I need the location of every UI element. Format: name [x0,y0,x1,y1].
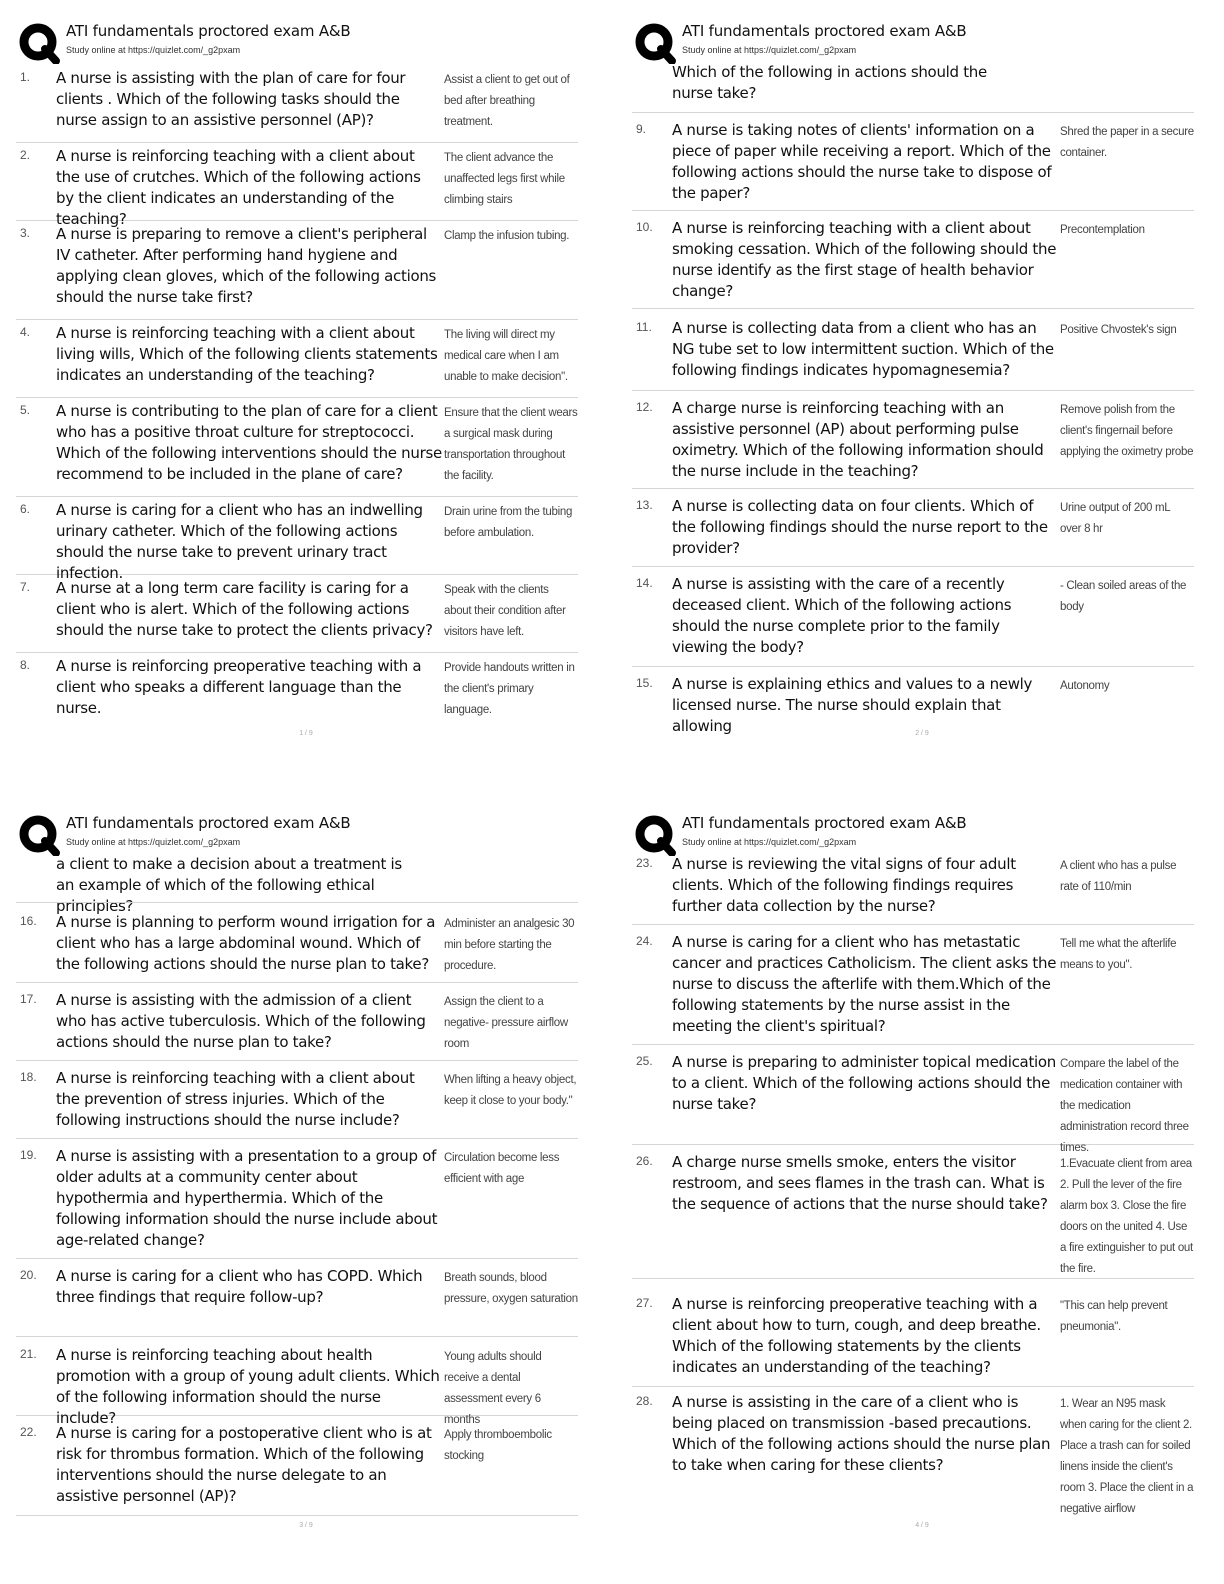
question-number: 24. [636,934,653,948]
question-text: A nurse is reviewing the vital signs of four adult clients. Which of the following findings requires further data collection by the nurse? [672,855,1016,915]
answer-text: Autonomy [1060,680,1110,692]
question-item [632,1294,1194,1387]
question-item [632,574,1194,667]
answer-text: Speak with the clients about their condition after visitors have left. [444,584,566,638]
document-subtitle: Study online at https://quizlet.com/_g2pxam [66,837,241,847]
question-text: A nurse is preparing to remove a client's peripheral IV catheter. After performing hand hygiene and applying clean gloves, which of the following actions should the nurse take first? [56,225,437,306]
question-text: A nurse is reinforcing teaching about health promotion with a group of young adult clients. Which of the following information should the nurse include? [56,1346,440,1427]
answer-text: Provide handouts written in the client's primary language. [444,662,575,716]
question-item [16,323,578,398]
question-item [16,1266,578,1337]
answer-text: Administer an analgesic 30 min before starting the procedure. [444,918,575,972]
question-number: 11. [636,320,652,334]
question-item [16,68,578,143]
answer-text: When lifting a heavy object, keep it close to your body." [444,1074,577,1107]
question-item [632,318,1194,391]
question-item [16,1345,578,1427]
question-item [16,1146,578,1259]
question-number: 20. [20,1268,37,1282]
question-number: 12. [636,400,653,414]
question-text: A nurse is planning to perform wound irrigation for a client who has a large abdominal wound. Which of the following actions should the nurse plan to take? [56,913,436,973]
question-text: A nurse is reinforcing preoperative teaching with a client about how to turn, cough, and deep breathe. Which of the following statements by the clients indicates an understanding of the teaching? [672,1295,1041,1376]
answer-text: Breath sounds, blood pressure, oxygen saturation [444,1272,578,1305]
answer-text: Precontemplation [1060,224,1145,236]
quizlet-logo-icon [634,22,676,64]
question-number: 25. [636,1054,653,1068]
question-item [632,398,1194,489]
question-text: A nurse is assisting with the care of a recently deceased client. Which of the following actions should the nurse complete prior to the family viewing the body? [672,575,1012,656]
answer-text: Circulation become less efficient with age [444,1152,560,1185]
question-text: A nurse is taking notes of clients' information on a piece of paper while receiving a report. Which of the following actions should the nurse take to dispose of the paper? [672,121,1052,202]
question-text: A nurse is reinforcing teaching with a client about living wills, Which of the following clients statements indicates an understanding of the teaching? [56,324,438,384]
quizlet-logo-icon [18,22,60,64]
question-item [16,990,578,1061]
question-item [16,578,578,653]
answer-text: Assist a client to get out of bed after breathing treatment. [444,74,570,128]
answer-text: Apply thromboembolic stocking [444,1429,552,1462]
document-subtitle: Study online at https://quizlet.com/_g2pxam [682,837,857,847]
answer-text: 1.Evacuate client from area 2. Pull the lever of the fire alarm box 3. Close the fire doors on the united 4. Use a fire extinguisher to put out the fire. [1060,1158,1193,1275]
question-item [632,1152,1194,1279]
question-text: A nurse is collecting data on four clients. Which of the following findings should the nurse report to the provider? [672,497,1048,557]
document-title: ATI fundamentals proctored exam A&B [682,814,967,832]
document-title: ATI fundamentals proctored exam A&B [66,814,351,832]
question-item [632,854,1194,925]
question-item [16,1068,578,1139]
page-number: 2 / 9 [915,730,929,737]
answer-text: "This can help prevent pneumonia". [1060,1300,1168,1333]
question-number: 14. [636,576,653,590]
answer-text: Shred the paper in a secure container. [1060,126,1194,159]
answer-text: Positive Chvostek's sign [1060,324,1177,336]
answer-text: A client who has a pulse rate of 110/min [1060,860,1177,893]
question-text: A charge nurse is reinforcing teaching with an assistive personnel (AP) about performing pulse oximetry. Which of the following information should the nurse include in the teaching? [672,399,1044,480]
question-number: 7. [20,580,31,594]
question-text: A nurse is explaining ethics and values to a newly licensed nurse. The nurse should explain that allowing [672,675,1033,735]
question-number: 13. [636,498,653,512]
question-text: A nurse is caring for a postoperative client who is at risk for thrombus formation. Which of the following interventions should the nurse delegate to an assistive personnel (AP)? [56,1424,432,1505]
question-item [632,218,1194,309]
question-text: A nurse is caring for a client who has COPD. Which three findings that require follow-up? [56,1267,423,1306]
answer-text: Ensure that the client wears a surgical mask during transportation throughout the facility. [444,407,578,482]
answer-text: The client advance the unaffected legs first while climbing stairs [444,152,565,206]
answer-text: Drain urine from the tubing before ambulation. [444,506,573,539]
answer-text: Assign the client to a negative- pressure airflow room [444,996,568,1050]
question-item [16,146,578,228]
question-number: 6. [20,502,31,516]
document-title: ATI fundamentals proctored exam A&B [66,22,351,40]
question-text: A nurse is reinforcing teaching with a client about the use of crutches. Which of the following actions by the client indicates an understanding of the teaching? [56,147,421,228]
quizlet-logo-icon [18,814,60,856]
question-number: 19. [20,1148,37,1162]
page-number: 3 / 9 [299,1522,313,1529]
question-number: 28. [636,1394,653,1408]
quizlet-logo-icon [634,814,676,856]
document-subtitle: Study online at https://quizlet.com/_g2pxam [66,45,241,55]
question-number: 26. [636,1154,653,1168]
document-page-2 [632,16,1212,792]
question-text: A nurse at a long term care facility is caring for a client who is alert. Which of the following actions should the nurse take to protect the clients privacy? [56,579,433,639]
document-page-4 [632,808,1212,1584]
question-number: 5. [20,403,31,417]
question-item [16,656,578,722]
answer-text: 1. Wear an N95 mask when caring for the client 2. Place a trash can for soiled linens inside the client's room 3. Place the client in a negative airflow [1060,1398,1194,1515]
page-header [16,808,596,856]
question-text: A nurse is collecting data from a client who has an NG tube set to low intermittent suction. Which of the following findings indicates hypomagnesemia? [672,319,1054,379]
question-item [632,496,1194,567]
question-text: A charge nurse smells smoke, enters the visitor restroom, and sees flames in the trash can. What is the sequence of actions that the nurse should take? [672,1153,1048,1213]
question-number: 17. [20,992,37,1006]
question-text: A nurse is assisting with the admission of a client who has active tuberculosis. Which of the following actions should the nurse plan to take? [56,991,426,1051]
divider [632,112,1194,113]
question-text: A nurse is assisting with a presentation to a group of older adults at a community center about hypothermia and hyperthermia. Which of the following information should the nurse include about age-related change? [56,1147,438,1249]
answer-text: Urine output of 200 mL over 8 hr [1060,502,1170,535]
document-subtitle: Study online at https://quizlet.com/_g2pxam [682,45,857,55]
question-text: A nurse is reinforcing preoperative teaching with a client who speaks a different language than the nurse. [56,657,422,717]
question-text: A nurse is assisting in the care of a client who is being placed on transmission -based precautions. Which of the following actions should the nurse plan to take when caring for these clients? [672,1393,1051,1474]
question-text: A nurse is caring for a client who has metastatic cancer and practices Catholicism. The client asks the nurse to discuss the afterlife with them.Which of the following statements by the nurse assist in the meeting the client's spiritual? [672,933,1057,1035]
question-number: 22. [20,1425,37,1439]
answer-text: Clamp the infusion tubing. [444,230,570,242]
question-number: 1. [20,70,31,84]
answer-text: - Clean soiled areas of the body [1060,580,1187,613]
answer-text: Compare the label of the medication container with the medication administration record three times. [1060,1058,1189,1154]
question-number: 8. [20,658,31,672]
question-number: 27. [636,1296,653,1310]
question-text: A nurse is contributing to the plan of care for a client who has a positive throat culture for streptococci. Which of the following interventions should the nurse recommend to be included in the plane of care? [56,402,442,483]
question-number: 4. [20,325,31,339]
question-number: 2. [20,148,31,162]
question-number: 10. [636,220,653,234]
question-number: 23. [636,856,653,870]
answer-text: Young adults should receive a dental assessment every 6 months [444,1351,542,1426]
page-header [632,808,1212,856]
answer-text: Remove polish from the client's fingernail before applying the oximetry probe [1060,404,1194,458]
question-text: A nurse is reinforcing teaching with a client about smoking cessation. Which of the following should the nurse identify as the first stage of health behavior change? [672,219,1057,300]
page-number: 1 / 9 [299,730,313,737]
question-text: A nurse is preparing to administer topical medication to a client. Which of the following actions should the nurse take? [672,1053,1056,1113]
question-item [16,500,578,582]
question-item [632,1052,1194,1154]
question-number: 15. [636,676,653,690]
divider [16,902,578,903]
question-item [16,1423,578,1516]
continued-question-text: a client to make a decision about a treatment is an example of which of the following ethical principles? [56,855,402,915]
question-text: A nurse is assisting with the plan of care for four clients . Which of the following tasks should the nurse assign to an assistive personnel (AP)? [56,69,406,129]
question-number: 16. [20,914,37,928]
question-number: 18. [20,1070,37,1084]
question-item [16,401,578,497]
question-number: 3. [20,226,31,240]
question-item [16,224,578,320]
document-page-1 [16,16,596,792]
answer-text: Tell me what the afterlife means to you". [1060,938,1177,971]
page-header [16,16,596,64]
question-text: A nurse is caring for a client who has an indwelling urinary catheter. Which of the following actions should the nurse take to prevent urinary tract infection. [56,501,423,582]
question-item [632,120,1194,211]
question-text: A nurse is reinforcing teaching with a client about the prevention of stress injuries. Which of the following instructions should the nurse include? [56,1069,415,1129]
question-item [632,932,1194,1045]
document-page-3 [16,808,596,1584]
page-number: 4 / 9 [915,1522,929,1529]
answer-text: The living will direct my medical care when I am unable to make decision". [444,329,568,383]
continued-question-text: Which of the following in actions should the nurse take? [672,63,987,102]
question-number: 21. [20,1347,37,1361]
page-header [632,16,1212,64]
question-item [16,912,578,983]
document-title: ATI fundamentals proctored exam A&B [682,22,967,40]
question-number: 9. [636,122,647,136]
question-item [632,1392,1194,1516]
